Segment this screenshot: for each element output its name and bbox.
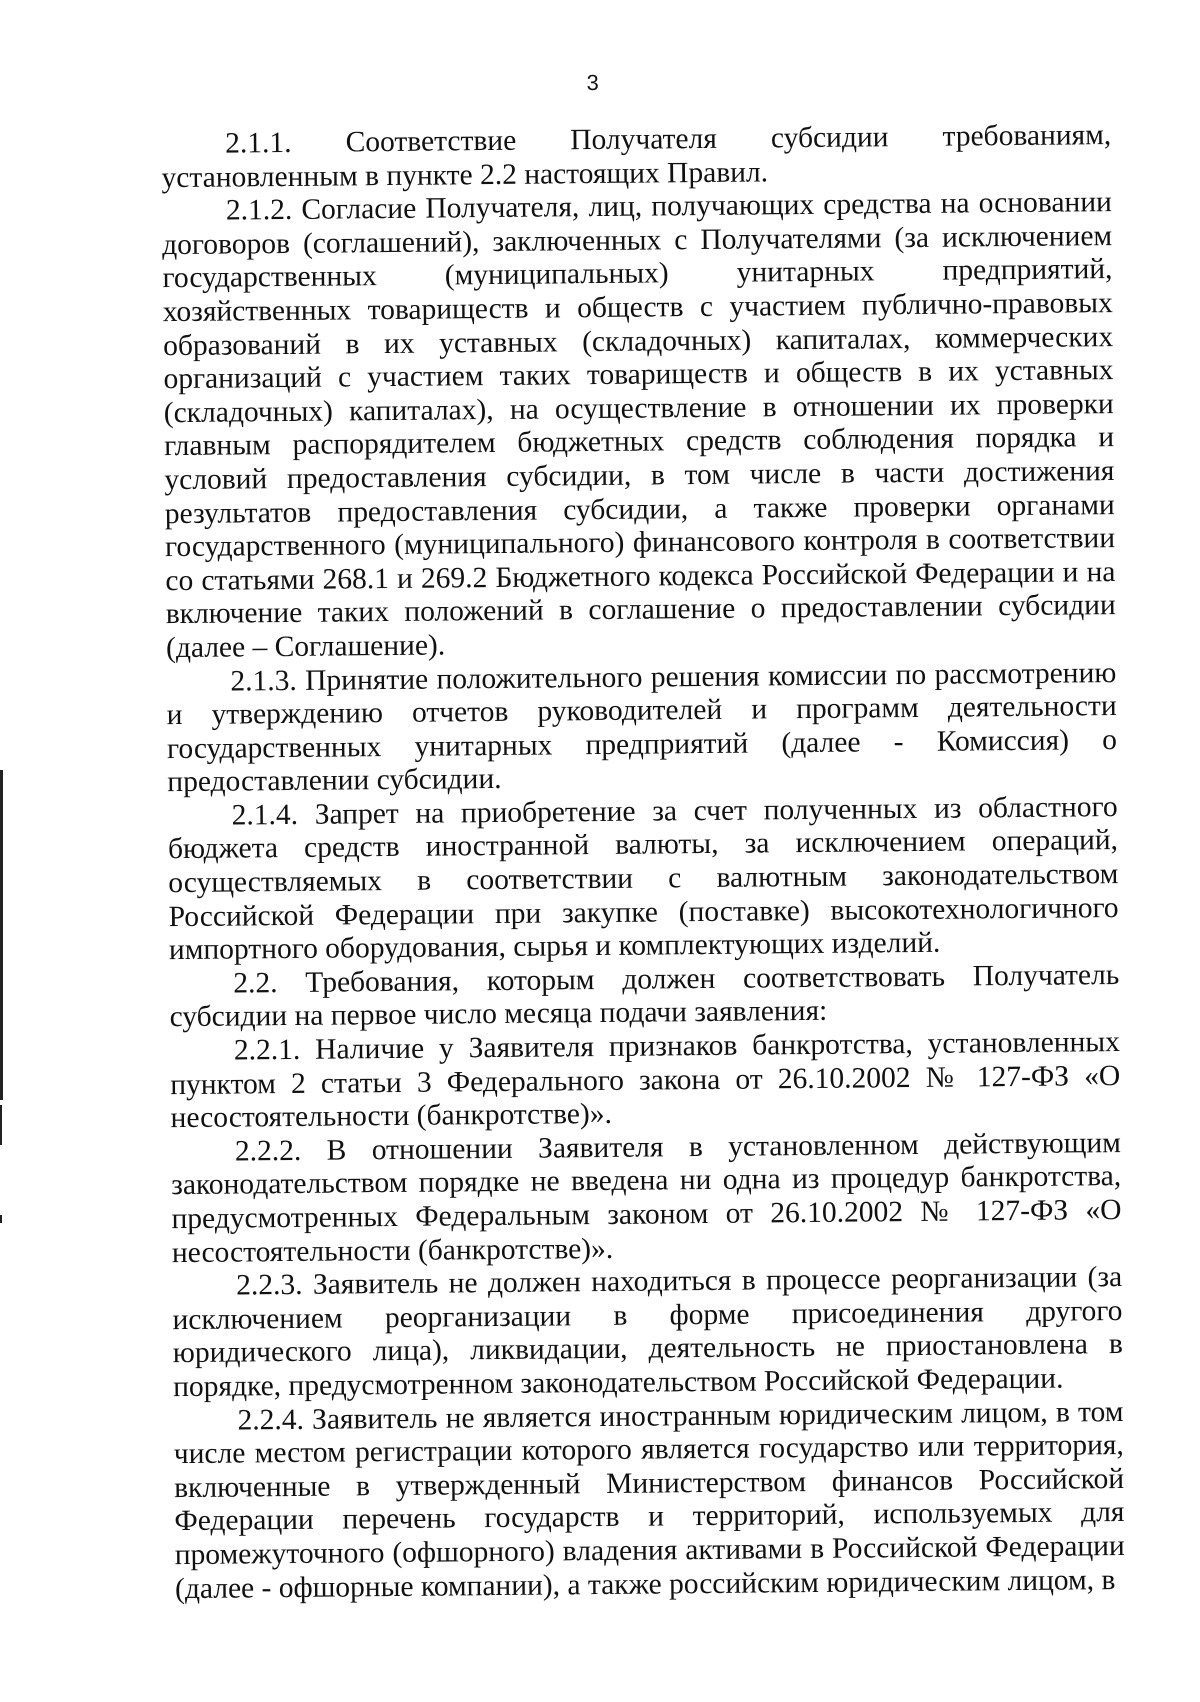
page-number: 3 (586, 69, 599, 96)
document-body (161, 119, 1125, 1606)
paragraph-2-1-3: 2.1.3. Принятие положительного решения комиссии по рассмотрению и утверждению отчетов руководителей и программ деятельности государственных унитарных предприятий (далее - Комиссия) о предоставлении субсидии. (166, 656, 1118, 799)
paragraph-2-2-3: 2.2.3. Заявитель не должен находиться в процессе реорганизации (за исключением реорганизации в форме присоединения другого юридического лица), ликвидации, деятельность не приостановлена в порядке, предусмотренном законодательством Российской Федерации. (172, 1261, 1123, 1404)
scan-edge-mark (0, 1215, 2, 1223)
paragraph-2-2: 2.2. Требования, которым должен соответствовать Получатель субсидии на первое число месяца подачи заявления: (169, 958, 1120, 1034)
scan-edge-mark (0, 770, 3, 1100)
paragraph-2-1-2: 2.1.2. Согласие Получателя, лиц, получающих средства на основании договоров (соглашений), заключенных с Получателями (за исключением государственных (муниципальных) унитарных предприятий, хозяйственных товариществ и обществ с участием публично-правовых образований в их уставных (складочных) капиталах, коммерческих организаций с участием таких товариществ и обществ в их уставных (складочных) капиталах), на осуществление в отношении их проверки главным распорядителем бюджетных средств соблюдения порядка и условий предоставления субсидии, в том числе в части достижения результатов предоставления субсидии, а также проверки органами государственного (муниципального) финансового контроля в соответствии со статьями 268.1 и 269.2 Бюджетного кодекса Российской Федерации и на включение таких положений в соглашение о предоставлении субсидии (далее – Соглашение). (162, 186, 1116, 665)
paragraph-2-1-4: 2.1.4. Запрет на приобретение за счет полученных из областного бюджета средств иностранной валюты, за исключением операций, осуществляемых в соответствии с валютным законодательством Российской Федерации при закупке (поставке) высокотехнологичного импортного оборудования, сырья и комплектующих изделий. (167, 790, 1119, 967)
paragraph-2-2-4: 2.2.4. Заявитель не является иностранным юридическим лицом, в том числе местом регистрации которого является государство или территория, включенные в утвержденный Министерством финансов Российской Федерации перечень государств и территорий, используемых для промежуточного (офшорного) владения активами в Российской Федерации (далее - офшорные компании), а также российским юридическим лицом, в (173, 1395, 1125, 1605)
paragraph-2-2-1: 2.2.1. Наличие у Заявителя признаков банкротства, установленных пунктом 2 статьи 3 Федерального закона от 26.10.2002 № 127-ФЗ «О несостоятельности (банкротстве)». (170, 1026, 1121, 1135)
scan-edge-mark (0, 1105, 2, 1145)
paragraph-2-2-2: 2.2.2. В отношении Заявителя в установленном действующим законодательством порядке не введена ни одна из процедур банкротства, предусмотренных Федеральным законом от 26.10.2002 № 127-ФЗ «О несостоятельности (банкротстве)». (171, 1126, 1122, 1269)
paragraph-2-1-1: 2.1.1. Соответствие Получателя субсидии требованиям, установленным в пункте 2.2 настоящих Правил. (161, 119, 1112, 194)
